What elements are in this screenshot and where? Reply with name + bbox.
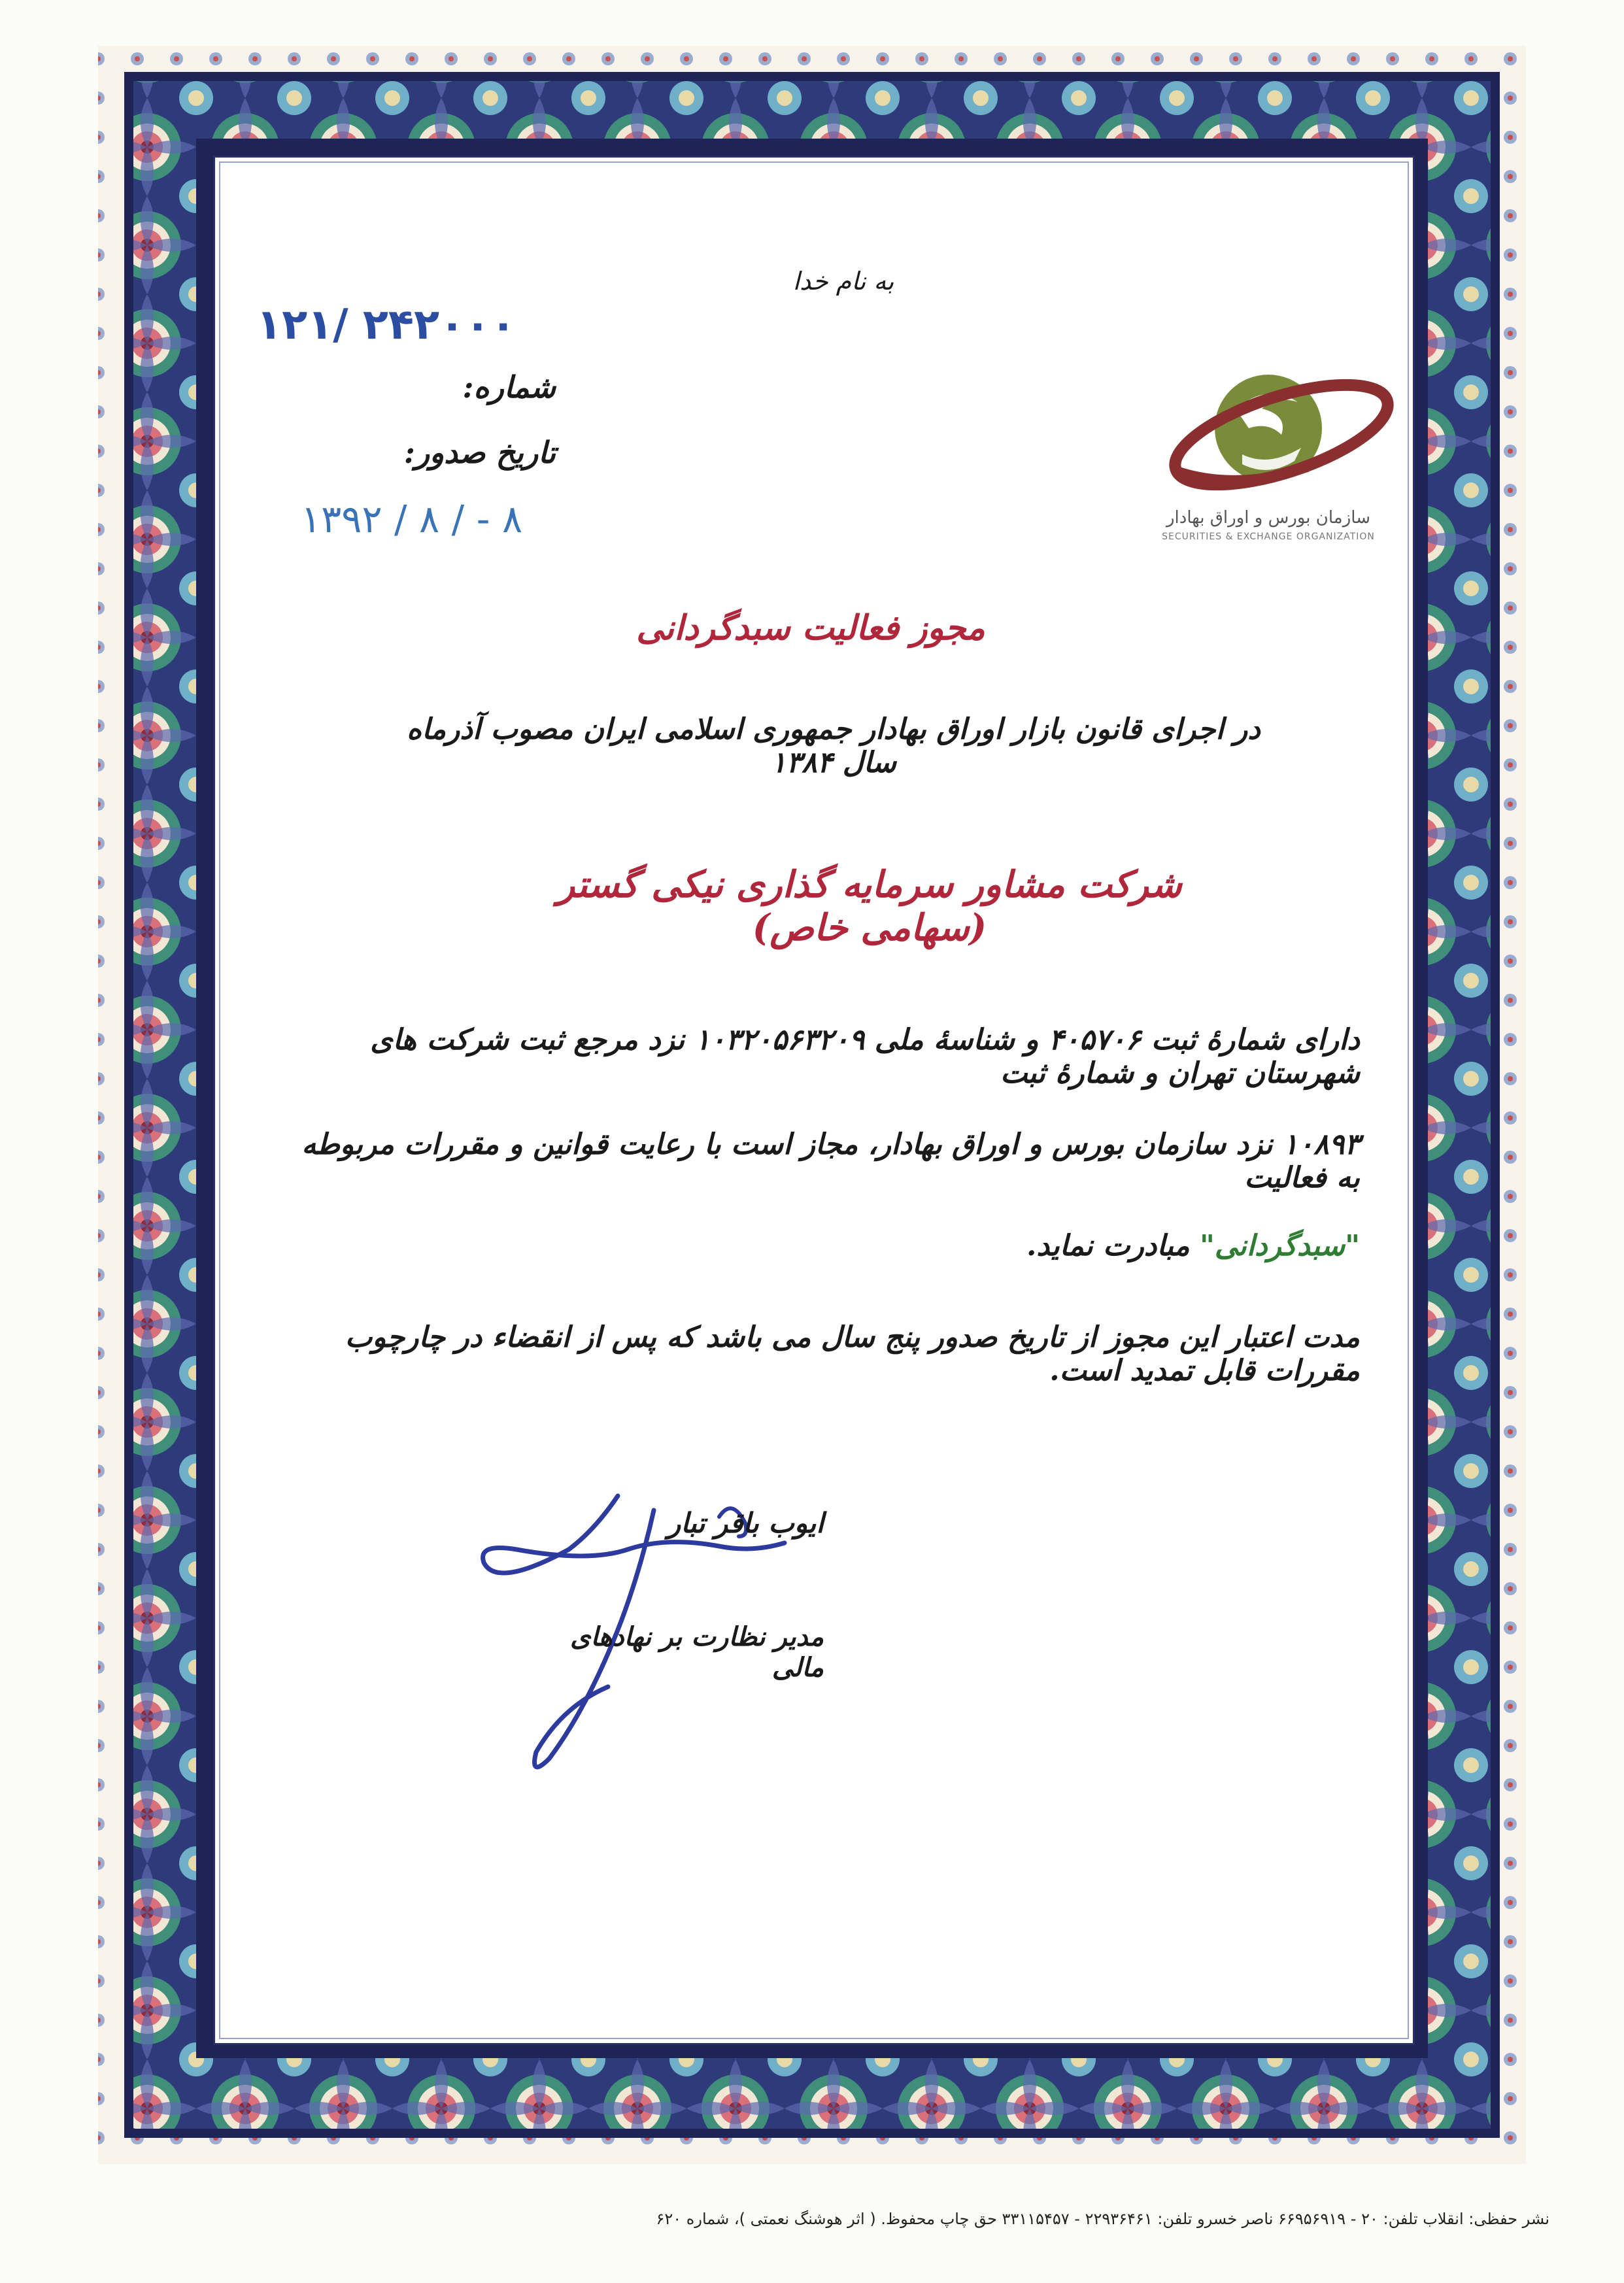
body-line-3-rest: مبادرت نماید. [1026, 1229, 1200, 1262]
serial-number-stamp: ۱۲۱/ ۲۴۲۰۰۰ [256, 301, 516, 349]
logo-name-en: SECURITIES & EXCHANGE ORGANIZATION [1162, 532, 1375, 542]
basmala-text: به نام خدا [792, 267, 894, 296]
issue-date-stamp: ۱۳۹۲ / ۸ / - ۸ [301, 497, 523, 541]
printer-footer: نشر حفظی: انقلاب تلفن: ۲۰ - ۶۶۹۵۶۹۱۹ ناصر خسرو تلفن: ۲۲۹۳۶۴۶۱ - ۳۳۱۱۵۴۵۷ حق چاپ محفوظ. ( اثر هوشنگ نعمتی )، شماره ۶۲۰ [656, 2210, 1549, 2228]
number-label: شماره: [462, 369, 556, 405]
license-title: مجوز فعالیت سبدگردانی [636, 608, 985, 648]
validity-statement: مدت اعتبار این مجوز از تاریخ صدور پنج سال می باشد که پس از انقضاء در چارچوب مقررات قابل تمدید است. [345, 1321, 1360, 1387]
signer-name: ایوب باقر تبار [667, 1507, 824, 1539]
company-name: شرکت مشاور سرمایه گذاری نیکی گستر (سهامی خاص) [557, 863, 1182, 949]
body-line-3 [850, 1229, 1360, 1262]
body-line-2: ۱۰۸۹۳ نزد سازمان بورس و اوراق بهادار، مجاز است با رعایت قوانین و مقررات مربوطه به فعالیت [301, 1128, 1360, 1194]
body-line-1: دارای شمارهٔ ثبت ۴۰۵۷۰۶ و شناسهٔ ملی ۱۰۳۲۰۵۶۳۲۰۹ نزد مرجع ثبت شرکت های شهرستان تهران و شمارهٔ ثبت [370, 1023, 1360, 1090]
issue-date-label: تاریخ صدور: [403, 435, 556, 470]
seo-logo-icon [1138, 356, 1399, 507]
logo-name-fa: سازمان بورس و اوراق بهادار [1166, 508, 1370, 528]
organization-logo [1138, 356, 1399, 552]
activity-name: "سبدگردانی" [1199, 1229, 1360, 1262]
legal-basis-line: در اجرای قانون بازار اوراق بهادار جمهوری اسلامی ایران مصوب آذرماه سال ۱۳۸۴ [407, 713, 1260, 779]
signer-title: مدیر نظارت بر نهادهای مالی [570, 1621, 824, 1683]
